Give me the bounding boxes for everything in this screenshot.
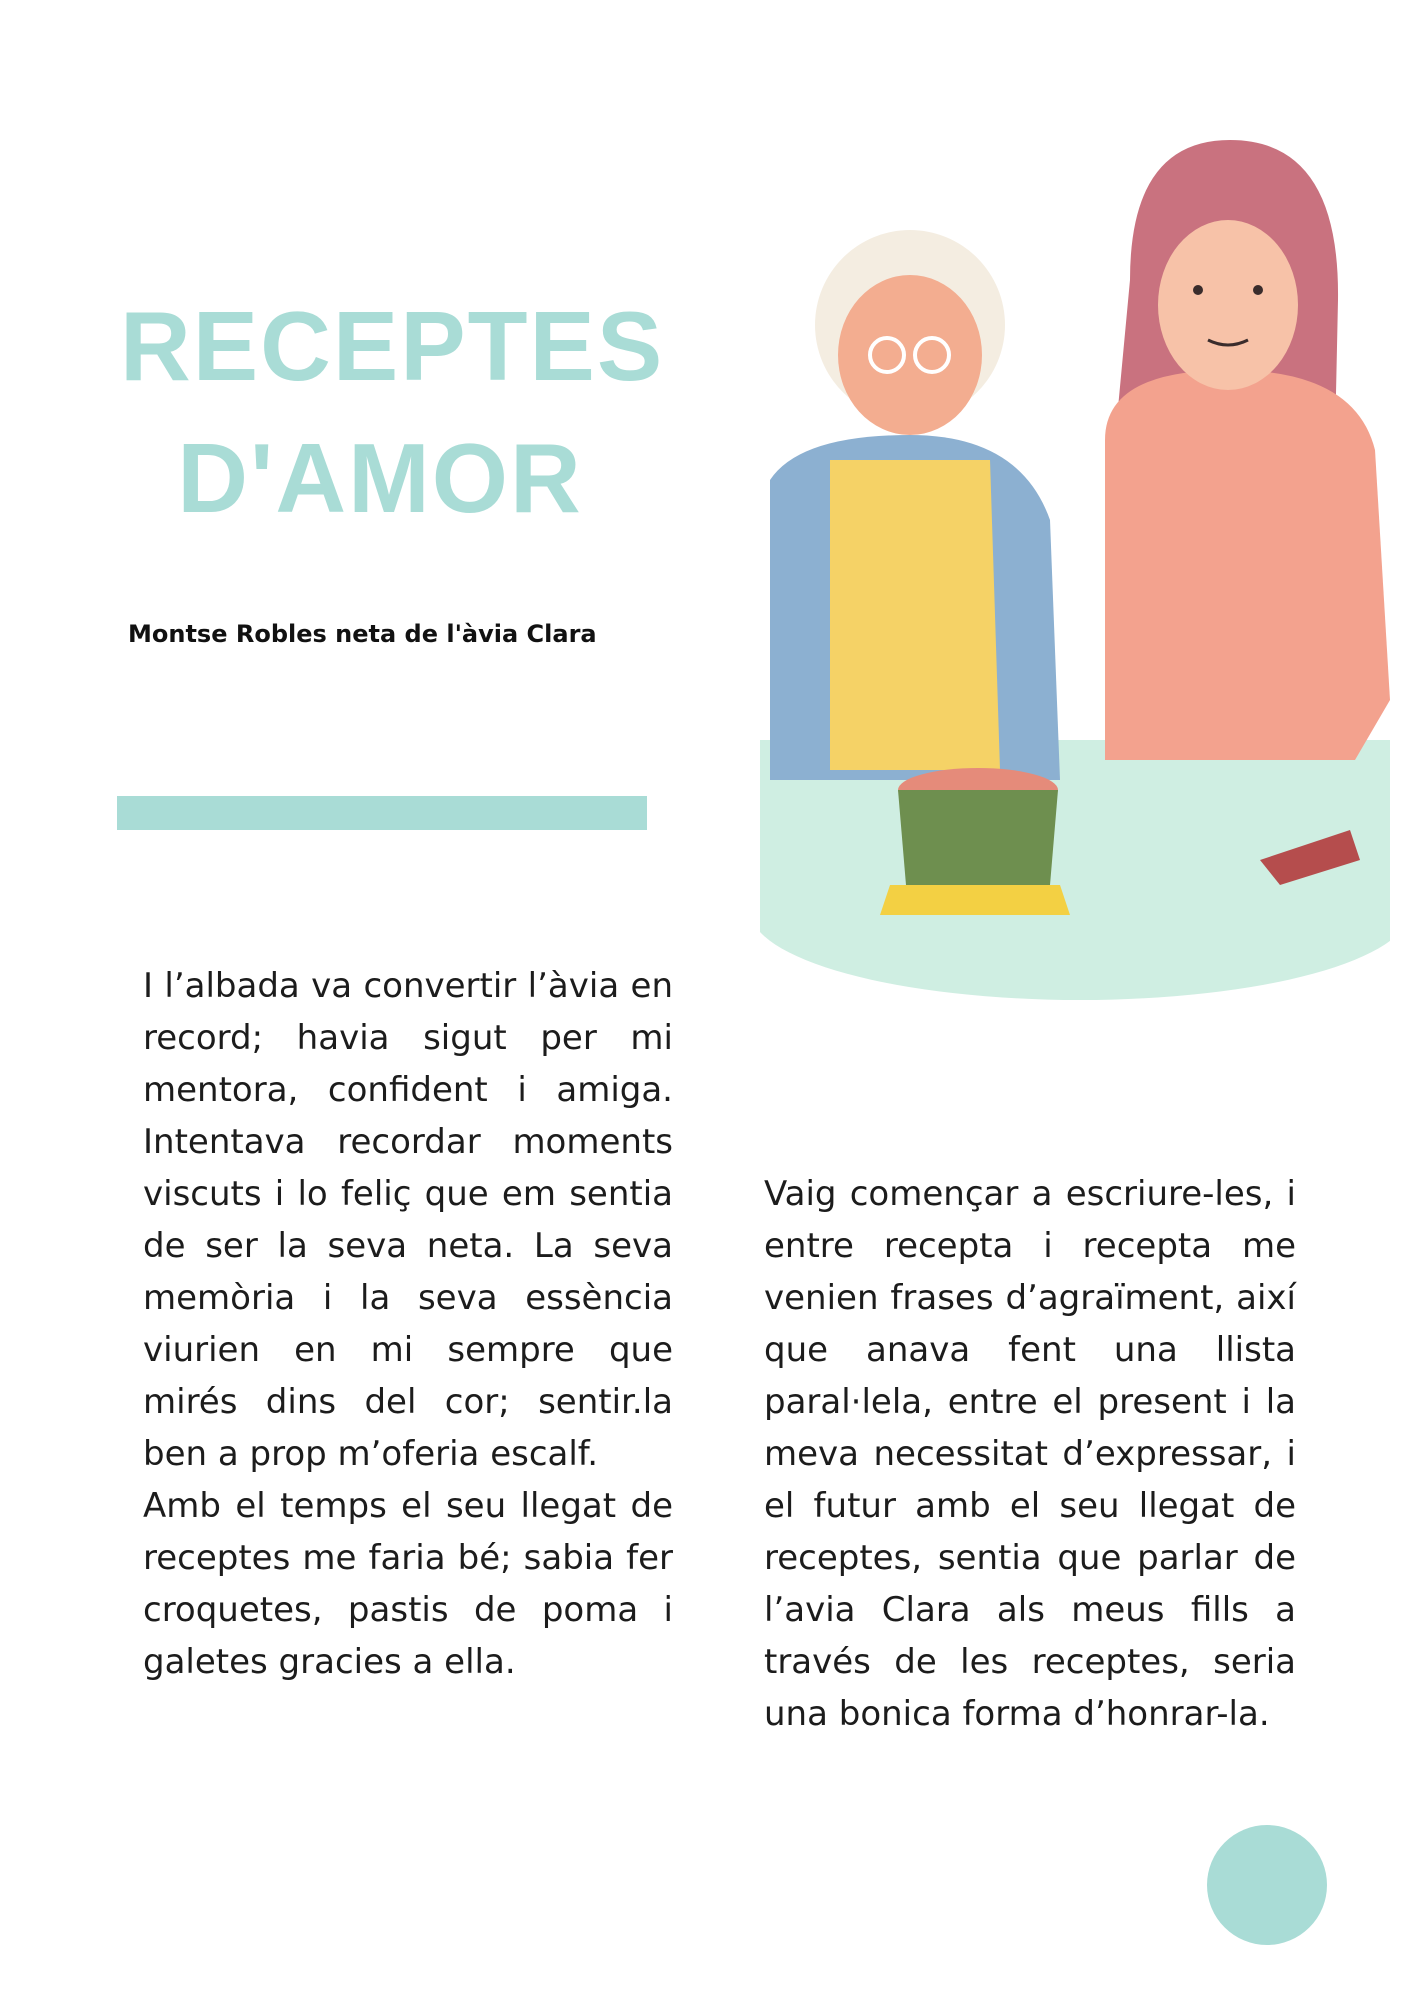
stove-flame [880, 885, 1070, 915]
author-byline: Montse Robles neta de l'àvia Clara [128, 620, 597, 648]
right-text-column [764, 1168, 1296, 1740]
title-line-1: RECEPTES [120, 291, 665, 401]
page-title [120, 280, 665, 544]
decorative-circle [1206, 1824, 1328, 1946]
grandmother-granddaughter-cooking-illustration [760, 140, 1390, 1000]
title-line-2: D'AMOR [177, 423, 583, 533]
grandmother-apron [830, 460, 1000, 770]
granddaughter-eye-left [1193, 285, 1203, 295]
decorative-stripe [117, 796, 647, 830]
left-text-column [143, 960, 673, 1688]
grandmother-face [838, 275, 982, 435]
left-paragraph-1: I l’albada va convertir l’àvia en record; havia sigut per mi mentora, confident i amiga. Intentava recordar moments viscuts i lo feliç que em sentia de ser la seva neta. La seva memòria i la seva essència viurien en mi sempre que mirés dins del cor; sentir.la ben a prop m’oferia escalf. [143, 966, 673, 1474]
right-paragraph: Vaig començar a escriure-les, i entre recepta i recepta me venien frases d’agraïment, així que anava fent una llista paral·lela, entre el present i la meva necessitat d’expressar, i el futur amb el seu llegat de receptes, sentia que parlar de l’avia Clara als meus fills a través de les receptes, seria una bonica forma d’honrar-la. [764, 1174, 1296, 1734]
left-paragraph-2: Amb el temps el seu llegat de receptes me faria bé; sabia fer croquetes, pastis de poma i galetes gracies a ella. [143, 1486, 673, 1682]
granddaughter-eye-right [1253, 285, 1263, 295]
granddaughter-face [1158, 220, 1298, 390]
cooking-pot-body [898, 790, 1058, 898]
granddaughter-body [1105, 370, 1390, 760]
